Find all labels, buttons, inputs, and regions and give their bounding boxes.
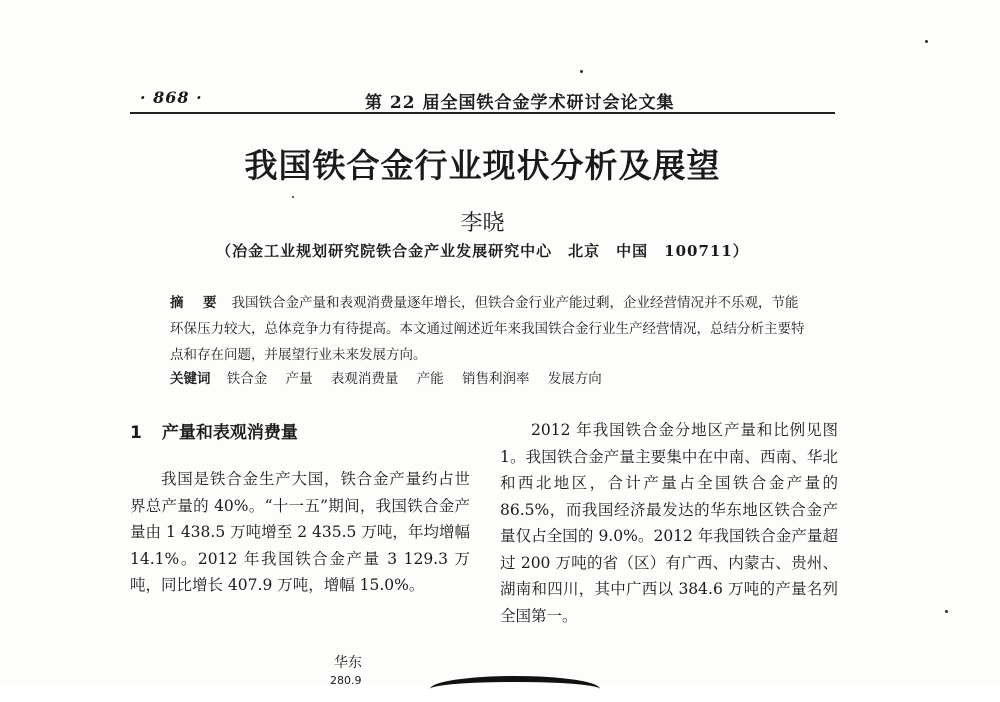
section-title: 产量和表观消费量 [161,423,298,443]
figure-region-label: 华东 [334,655,362,671]
keyword: 销售利润率 [461,371,530,387]
keyword: 产量 [285,371,313,387]
figure-pie-edge [430,676,600,702]
keywords-label: 关键词 [170,371,211,387]
scan-speck [945,610,948,613]
section-heading [130,418,298,443]
keywords [170,366,810,392]
scan-speck [580,70,583,73]
author-name: 李晓 [460,211,505,236]
body-paragraph-left: 我国是铁合金生产大国，铁合金产量约占世界总产量的 40%。“十一五”期间，我国铁合金产量由 1 438.5 万吨增至 2 435.5 万吨，年均增幅 14.1%。2012 年我国铁合金产量 3 129.3 万吨，同比增长 407.9 万吨，增幅 15.0%。 [130,470,470,594]
section-number: 1 [130,423,142,443]
keyword: 产能 [416,371,444,387]
author-affiliation: （冶金工业规划研究院铁合金产业发展研究中心 北京 中国 100711） [216,242,749,260]
keyword: 表观消费量 [330,371,399,387]
scan-speck [925,40,928,43]
body-paragraph-right: 2012 年我国铁合金分地区产量和比例见图 1。我国铁合金产量主要集中在中南、西南、华北和西北地区，合计产量占全国铁合金产量的 86.5%，而我国经济最发达的华东地区铁合金产量仅占全国的 9.0%。2012 年我国铁合金产量超过 200 万吨的省（区）有广西、内蒙古、贵州、湖南和四川，其中广西以 384.6 万吨的产量名列全国第一。 [500,421,838,625]
paper-title: 我国铁合金行业现状分析及展望 [244,146,721,185]
keyword: 发展方向 [547,371,602,387]
abstract-label: 摘 要 [170,295,220,311]
figure-region-value: 280.9 [330,674,362,687]
proceedings-title: 第 22 届全国铁合金学术研讨会论文集 [365,93,675,113]
scan-speck [292,196,294,198]
running-header [130,86,835,114]
keyword: 铁合金 [226,371,268,387]
abstract [170,290,810,368]
page-number: · 868 · [140,88,203,107]
abstract-text: 我国铁合金产量和表观消费量逐年增长，但铁合金行业产能过剩，企业经营情况并不乐观，节能环保压力较大，总体竞争力有待提高。本文通过阐述近年来我国铁合金行业生产经营情况，总结分析主要特点和存在问题，并展望行业未来发展方向。 [170,295,805,363]
